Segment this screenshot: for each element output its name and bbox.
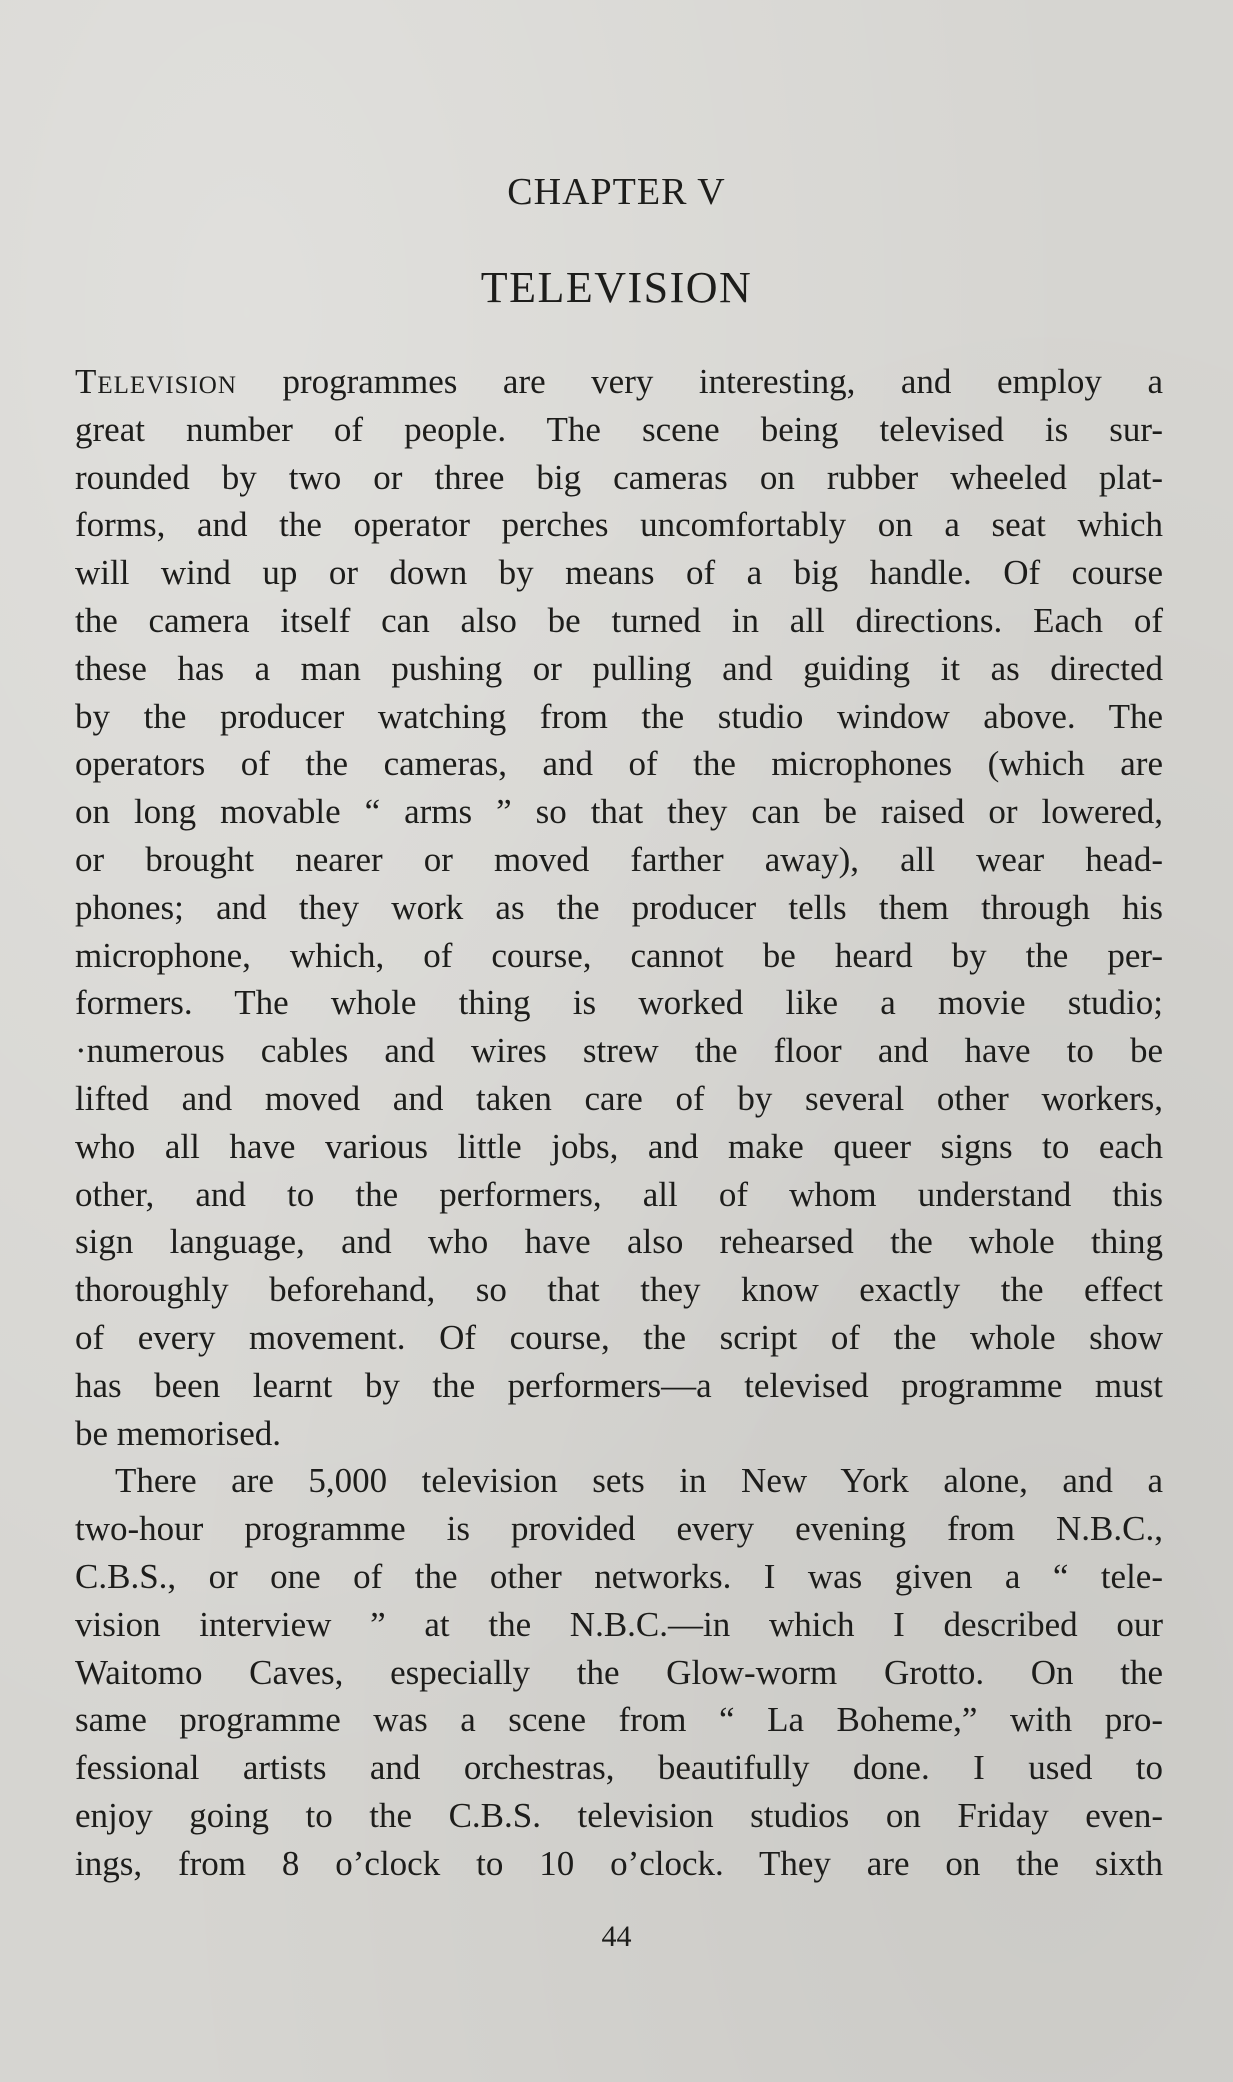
text-line: be memorised. [75,1413,282,1453]
text-line: other, and to the performers, all of whom understand this [75,1174,1163,1214]
text-line: fessional artists and orchestras, beautifully done. I used to [75,1748,1163,1788]
text-line: who all have various little jobs, and make queer signs to each [75,1126,1163,1166]
chapter-title: TELEVISION [480,263,753,312]
text-line: lifted and moved and taken care of by several other workers, [75,1078,1163,1118]
text-line: enjoy going to the C.B.S. television studios on Friday even- [75,1795,1163,1835]
text-line: forms, and the operator perches uncomfortably on a seat which [75,505,1163,545]
text-line: these has a man pushing or pulling and guiding it as directed [75,648,1163,688]
text-line: of every movement. Of course, the script of the whole show [75,1317,1163,1357]
text-line: vision interview ” at the N.B.C.—in which I described our [75,1604,1163,1644]
chapter-heading: CHAPTER V [507,171,726,213]
body-text [75,358,1163,1888]
text-line: microphone, which, of course, cannot be heard by the per- [75,935,1163,975]
text-line: by the producer watching from the studio window above. The [75,696,1163,736]
text-line: same programme was a scene from “ La Boheme,” with pro- [75,1700,1163,1740]
text-line: sign language, and who have also rehearsed the whole thing [75,1222,1163,1262]
lead-word: Television [75,362,237,401]
text-line: There are 5,000 television sets in New York alone, and a [115,1461,1163,1501]
text-line: great number of people. The scene being televised is sur- [75,409,1163,449]
text-line: C.B.S., or one of the other networks. I was given a “ tele- [75,1556,1163,1596]
text-line: ings, from 8 o’clock to 10 o’clock. They are on the sixth [75,1843,1163,1883]
text-line: operators of the cameras, and of the microphones (which are [75,744,1163,784]
text-line: has been learnt by the performers—a televised programme must [75,1365,1163,1405]
text-line: or brought nearer or moved farther away), all wear head- [75,839,1163,879]
text-line: phones; and they work as the producer tells them through his [75,887,1163,927]
text-line: will wind up or down by means of a big handle. Of course [75,553,1163,593]
text-line-content: programmes are very interesting, and employ a [236,362,1163,401]
text-line: rounded by two or three big cameras on rubber wheeled plat- [75,457,1163,497]
text-line: formers. The whole thing is worked like a movie studio; [75,983,1163,1023]
text-line: Waitomo Caves, especially the Glow-worm Grotto. On the [75,1652,1163,1692]
page-number: 44 [601,1920,632,1953]
text-line [75,358,1163,406]
text-line: thoroughly beforehand, so that they know exactly the effect [75,1270,1163,1310]
text-line: the camera itself can also be turned in all directions. Each of [75,600,1163,640]
text-line: two-hour programme is provided every evening from N.B.C., [75,1509,1163,1549]
text-line: on long movable “ arms ” so that they can be raised or lowered, [75,792,1163,832]
text-line: ·numerous cables and wires strew the floor and have to be [75,1031,1163,1071]
